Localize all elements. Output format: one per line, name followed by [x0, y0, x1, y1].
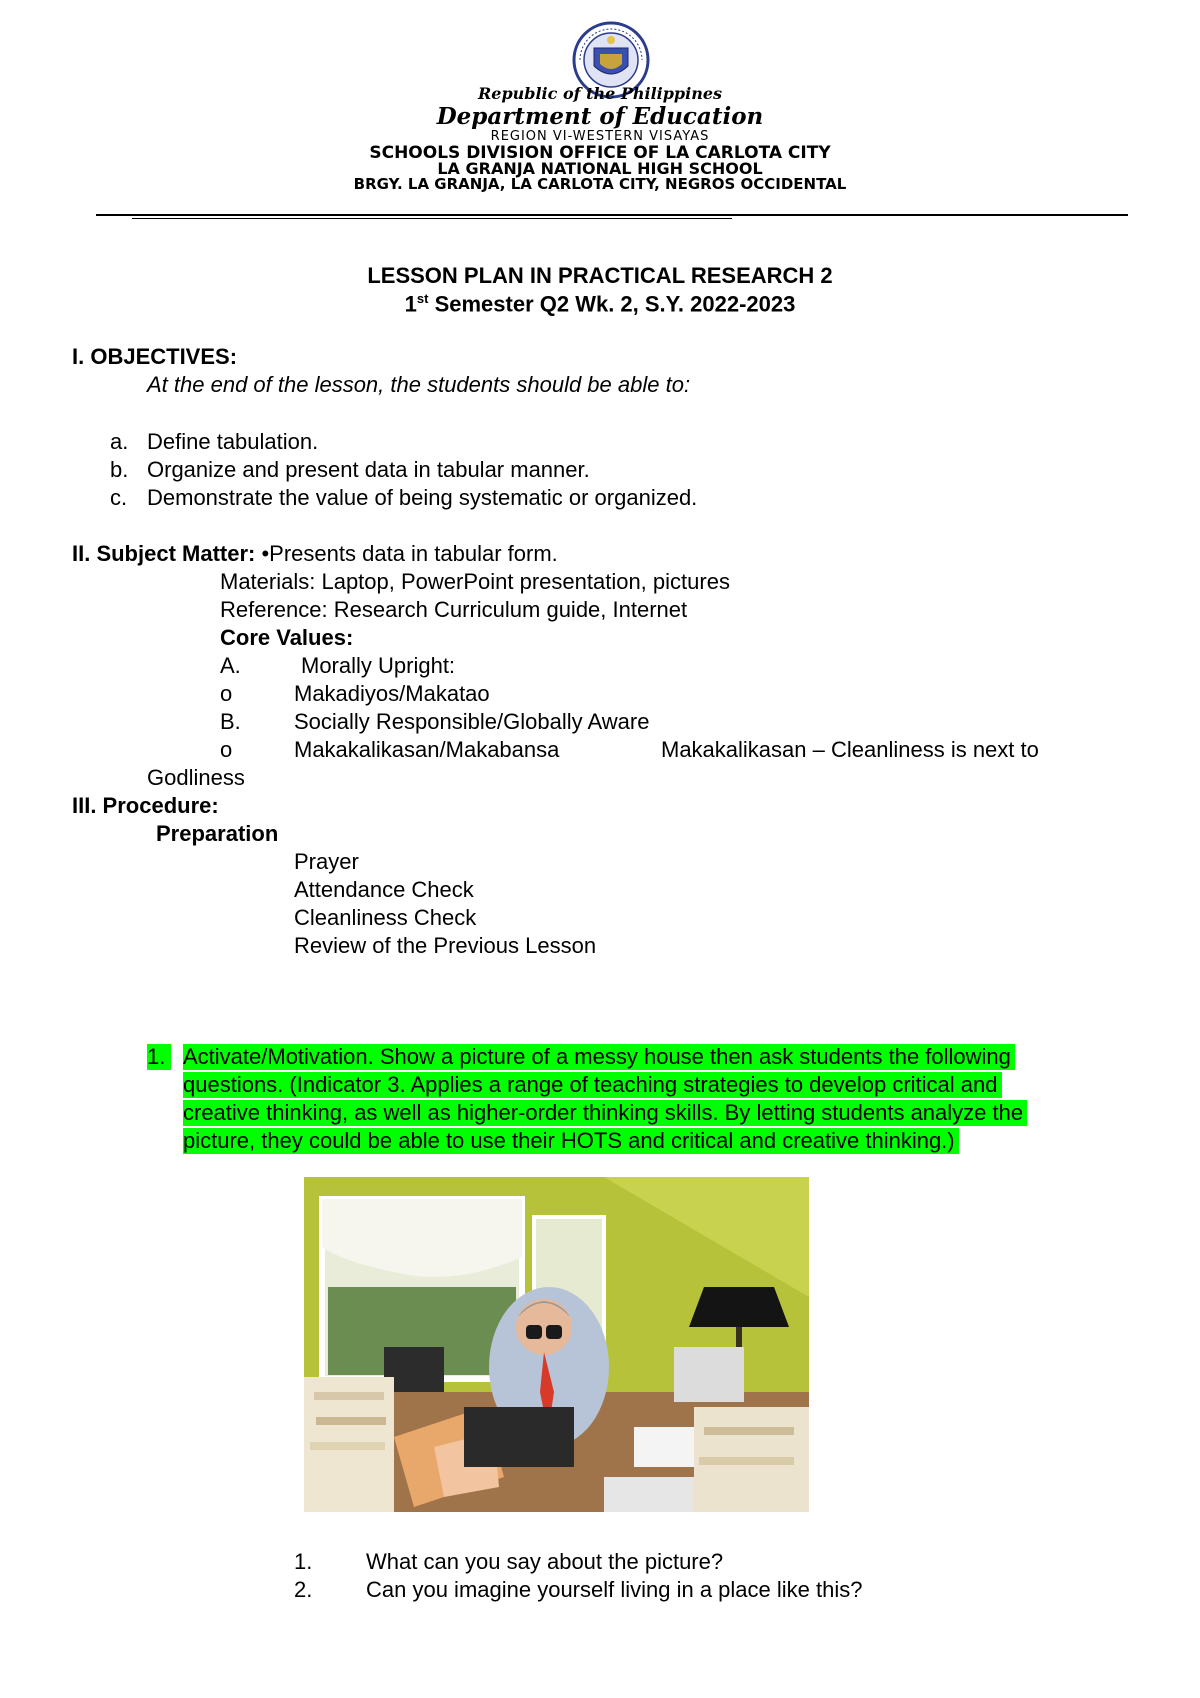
- activity-number: 1.: [147, 1044, 171, 1070]
- question-marker: 1.: [294, 1549, 313, 1574]
- objective-item: Define tabulation.: [147, 429, 319, 454]
- activity-line: picture, they could be able to use their HOTS and critical and creative thinking.): [183, 1128, 959, 1154]
- objectives-heading: I. OBJECTIVES:: [72, 344, 238, 369]
- question-item: Can you imagine yourself living in a place like this?: [366, 1577, 863, 1602]
- value-item: Morally Upright:: [301, 653, 456, 678]
- subject-matter-heading: II. Subject Matter:: [72, 541, 256, 566]
- objective-marker: b.: [110, 457, 129, 482]
- value-extra: Makakalikasan – Cleanliness is next to: [661, 737, 1039, 762]
- preparation-item: Attendance Check: [294, 877, 474, 902]
- subject-topic: •Presents data in tabular form.: [255, 541, 558, 566]
- value-marker: o: [220, 681, 233, 706]
- preparation-item: Review of the Previous Lesson: [294, 933, 597, 958]
- republic-line: Republic of the Philippines: [477, 84, 723, 103]
- question-marker: 2.: [294, 1577, 313, 1602]
- materials-line: Materials: Laptop, PowerPoint presentation, pictures: [220, 569, 730, 594]
- preparation-item: Cleanliness Check: [294, 905, 477, 930]
- semester-line: [0, 291, 1200, 317]
- school-address: BRGY. LA GRANJA, LA CARLOTA CITY, NEGROS OCCIDENTAL: [353, 175, 847, 193]
- subject-matter-line: [72, 541, 558, 567]
- preparation-label: Preparation: [156, 821, 279, 846]
- division-line: SCHOOLS DIVISION OFFICE OF LA CARLOTA CITY: [369, 143, 831, 163]
- region-line: REGION VI-WESTERN VISAYAS: [490, 129, 710, 144]
- activity-line: Activate/Motivation. Show a picture of a messy house then ask students the following: [183, 1044, 1015, 1070]
- value-marker: B.: [220, 709, 241, 734]
- header-rule: [96, 214, 1128, 216]
- semester-rest: Semester Q2 Wk. 2, S.Y. 2022-2023: [428, 291, 796, 317]
- question-item: What can you say about the picture?: [366, 1549, 724, 1574]
- activity-line: questions. (Indicator 3. Applies a range of teaching strategies to develop critical and: [183, 1072, 1002, 1098]
- preparation-item: Prayer: [294, 849, 359, 874]
- objective-marker: a.: [110, 429, 129, 454]
- activity-line: creative thinking, as well as higher-order thinking skills. By letting students analyze the: [183, 1100, 1027, 1126]
- messy-room-photo: [304, 1177, 809, 1512]
- value-item: Makadiyos/Makatao: [294, 681, 490, 706]
- semester-suffix: st: [416, 291, 429, 306]
- value-marker: o: [220, 737, 233, 762]
- department-name: Department of Education: [436, 103, 764, 130]
- objective-item: Organize and present data in tabular manner.: [147, 457, 590, 482]
- objective-item: Demonstrate the value of being systematic or organized.: [147, 485, 698, 510]
- semester-number: 1: [404, 291, 417, 317]
- core-values-label: Core Values:: [220, 625, 354, 650]
- lesson-title: LESSON PLAN IN PRACTICAL RESEARCH 2: [367, 263, 833, 288]
- school-name: LA GRANJA NATIONAL HIGH SCHOOL: [437, 159, 763, 178]
- objectives-intro: At the end of the lesson, the students should be able to:: [147, 372, 691, 397]
- value-item: Makakalikasan/Makabansa: [294, 737, 560, 762]
- reference-line: Reference: Research Curriculum guide, Internet: [220, 597, 688, 622]
- value-item: Socially Responsible/Globally Aware: [294, 709, 650, 734]
- procedure-heading: III. Procedure:: [72, 793, 219, 818]
- objective-marker: c.: [110, 485, 128, 510]
- value-marker: A.: [220, 653, 241, 678]
- header-rule-thin: [132, 218, 732, 219]
- value-extra-cont: Godliness: [147, 765, 245, 790]
